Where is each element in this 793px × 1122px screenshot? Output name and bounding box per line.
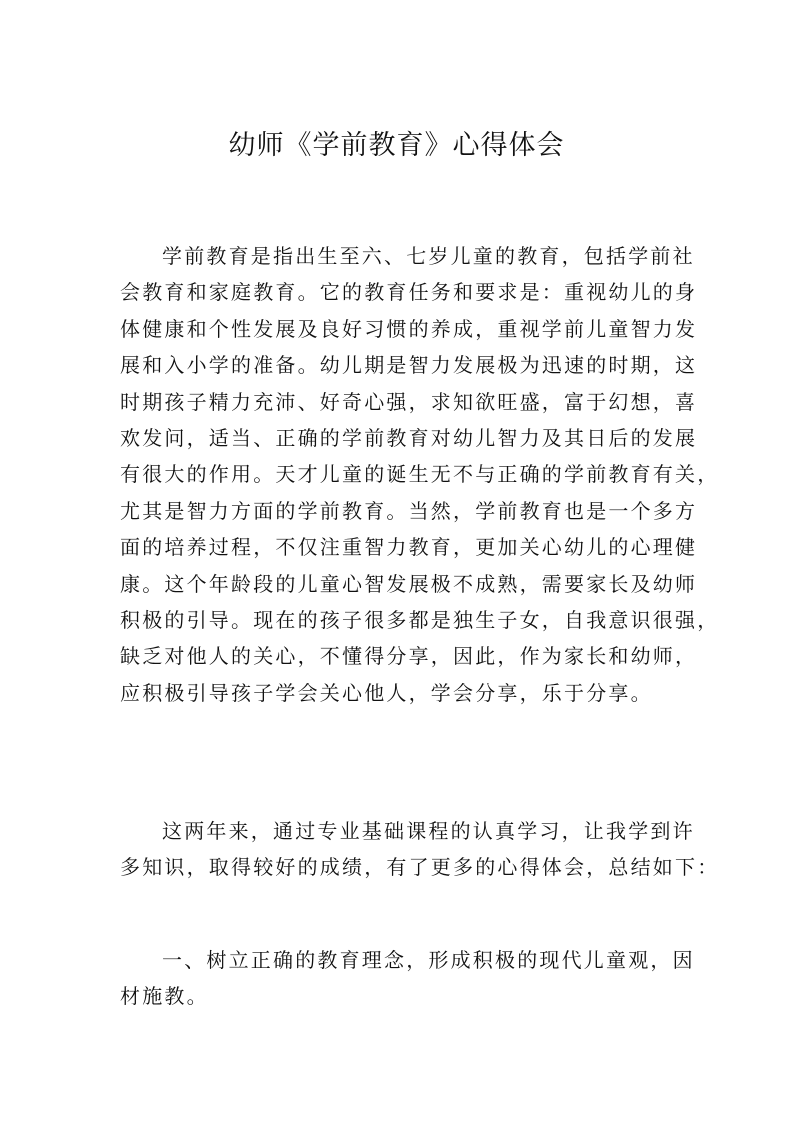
paragraph-line: 材施教。: [120, 984, 209, 1009]
paragraph-line: 尤其是智力方面的学前教育。当然，学前教育也是一个多方: [120, 498, 698, 523]
paragraph-line: 缺乏对他人的关心，不懂得分享，因此，作为家长和幼师，: [120, 644, 698, 669]
paragraph-summary: [120, 813, 720, 886]
paragraph-line: 积极的引导。现在的孩子很多都是独生子女，自我意识很强，: [120, 607, 720, 632]
paragraph-line: 这两年来，通过专业基础课程的认真学习，让我学到许: [162, 819, 695, 843]
paragraph-intro: [120, 238, 720, 711]
paragraph-section-heading: [120, 942, 695, 1015]
paragraph-line: 有很大的作用。天才儿童的诞生无不与正确的学前教育有关，: [120, 462, 720, 487]
paragraph-line: 康。这个年龄段的儿童心智发展极不成熟，需要家长及幼师: [120, 571, 698, 596]
paragraph-line: 一、树立正确的教育理念，形成积极的现代儿童观，因: [162, 948, 695, 972]
paragraph-line: 会教育和家庭教育。它的教育任务和要求是：重视幼儿的身: [120, 280, 698, 305]
paragraph-line: 展和入小学的准备。幼儿期是智力发展极为迅速的时期，这: [120, 353, 698, 378]
paragraph-line: 体健康和个性发展及良好习惯的养成，重视学前儿童智力发: [120, 316, 698, 341]
paragraph-line: 学前教育是指出生至六、七岁儿童的教育，包括学前社: [162, 244, 695, 268]
paragraph-line: 多知识，取得较好的成绩，有了更多的心得体会，总结如下：: [120, 855, 720, 880]
paragraph-line: 时期孩子精力充沛、好奇心强，求知欲旺盛，富于幻想，喜: [120, 389, 698, 414]
paragraph-line: 欢发问，适当、正确的学前教育对幼儿智力及其日后的发展: [120, 425, 698, 450]
document-title: 幼师《学前教育》心得体会: [228, 130, 565, 161]
paragraph-line: 应积极引导孩子学会关心他人，学会分享，乐于分享。: [120, 680, 653, 705]
paragraph-line: 面的培养过程，不仅注重智力教育，更加关心幼儿的心理健: [120, 535, 698, 560]
